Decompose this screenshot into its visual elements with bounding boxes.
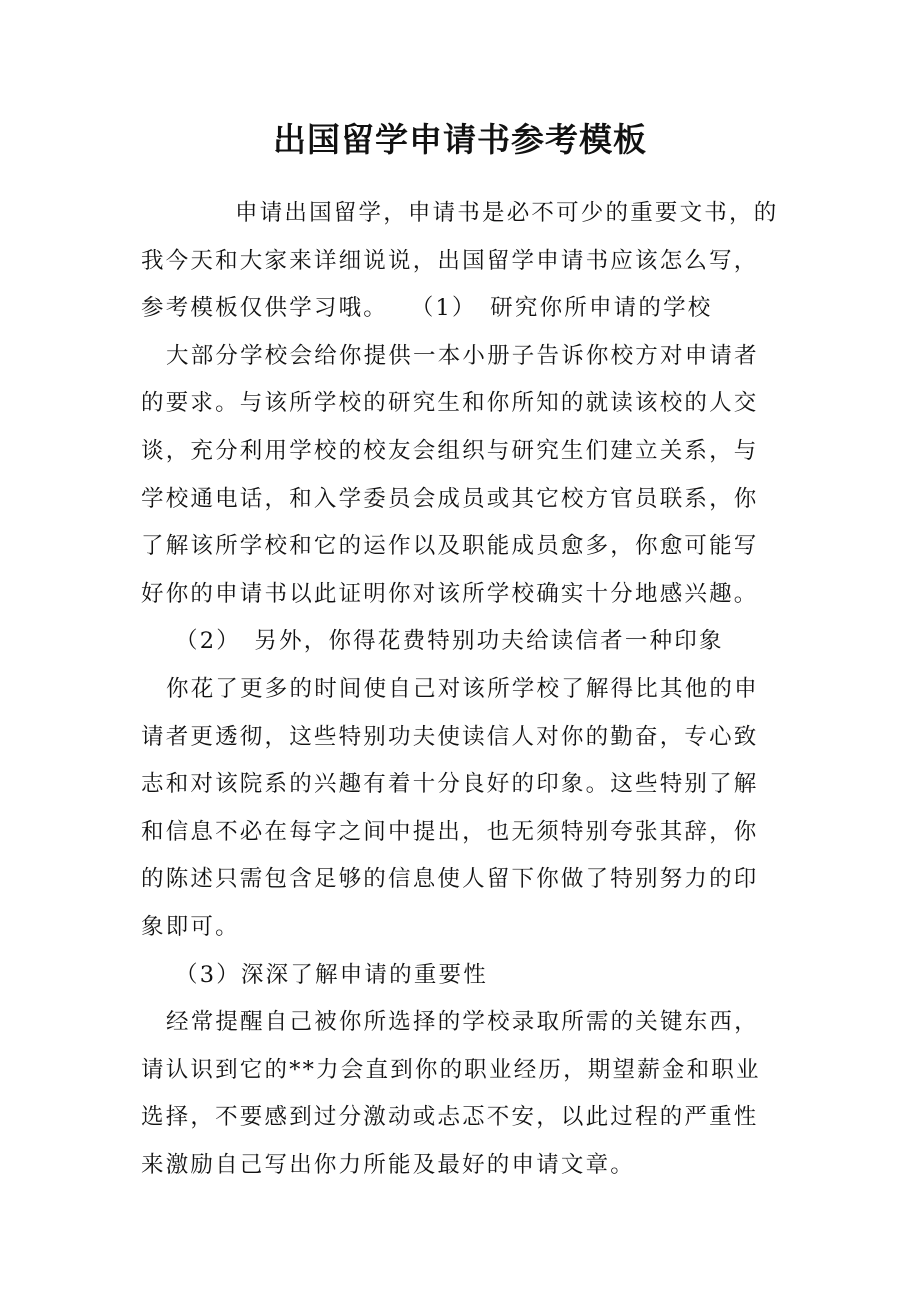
- body-line: 好你的申请书以此证明你对该所学校确实十分地感兴趣。: [141, 580, 759, 607]
- body-line: 选择，不要感到过分激动或忐忑不安，以此过程的严重性: [141, 1104, 759, 1131]
- document-body: [141, 190, 779, 1189]
- body-line: 请认识到它的**力会直到你的职业经历，期望薪金和职业: [141, 1056, 761, 1083]
- body-line: 请者更透彻，这些特别功夫使读信人对你的勤奋，专心致: [141, 723, 759, 750]
- document-title: 出国留学申请书参考模板: [273, 120, 647, 159]
- body-line: 你花了更多的时间使自己对该所学校了解得比其他的申: [166, 675, 759, 702]
- body-line: 志和对该院系的兴趣有着十分良好的印象。这些特别了解: [141, 771, 759, 798]
- body-line: 申请出国留学，申请书是必不可少的重要文书，的: [235, 200, 779, 226]
- body-line: 的要求。与该所学校的研究生和你所知的就读该校的人交: [141, 390, 759, 417]
- body-line: 和信息不必在每字之间中提出，也无须特别夸张其辞，你: [141, 818, 759, 845]
- body-line: 我今天和大家来详细说说，出国留学申请书应该怎么写，: [141, 247, 759, 274]
- body-line: 参考模板仅供学习哦。 （1） 研究你所申请的学校: [141, 295, 713, 322]
- body-line: 学校通电话，和入学委员会成员或其它校方官员联系，你: [141, 485, 759, 512]
- body-line: 了解该所学校和它的运作以及职能成员愈多，你愈可能写: [141, 533, 759, 560]
- body-line: 的陈述只需包含足够的信息使人留下你做了特别努力的印: [141, 866, 759, 893]
- section-heading: （2） 另外，你得花费特别功夫给读信者一种印象: [175, 628, 724, 655]
- body-line: 象即可。: [141, 913, 240, 940]
- body-line: 来激励自己写出你力所能及最好的申请文章。: [141, 1151, 636, 1178]
- body-line: 大部分学校会给你提供一本小册子告诉你校方对申请者: [166, 342, 759, 369]
- section-heading: （3）深深了解申请的重要性: [175, 961, 488, 988]
- body-line: 经常提醒自己被你所选择的学校录取所需的关键东西，: [166, 1009, 759, 1036]
- body-line: 谈，充分利用学校的校友会组织与研究生们建立关系，与: [141, 437, 759, 464]
